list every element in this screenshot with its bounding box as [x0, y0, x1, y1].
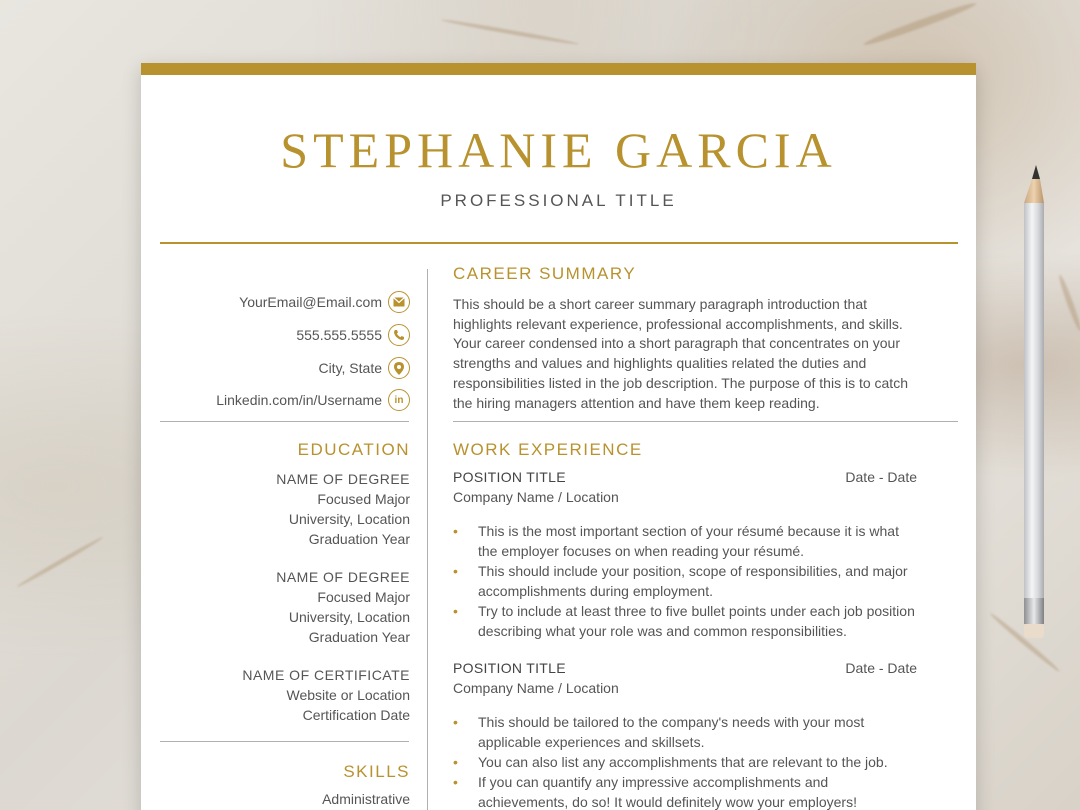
skills-list [150, 789, 410, 809]
column-divider [427, 269, 428, 810]
skill-item: Administrative [322, 791, 410, 807]
career-summary-text: This should be a short career summary paragraph introduction that highlights relevant experience, professional accomplishments, and skills. Your career condensed into a short paragraph that concentrates on your strengths and values and highlights qualities related the duties and responsibilities listed in the job description. The purpose of this is to catch the hiring managers attention and have them keep reading. [453, 296, 908, 411]
job-dates: Date - Date [845, 469, 917, 485]
marble-vein [16, 535, 105, 588]
job-entry [453, 469, 917, 641]
education-entry [150, 469, 410, 549]
resume-name: STEPHANIE GARCIA [280, 122, 837, 178]
degree-name: NAME OF DEGREE [276, 471, 410, 487]
bullet-text: If you can quantify any impressive accomplishments and achievements, do so! It would definitely wow your employers! [478, 774, 857, 810]
certificate-location: Website or Location [286, 687, 410, 703]
bullet-text: This is the most important section of your résumé because it is what the employer focuses on when reading your résumé. [478, 523, 899, 559]
location-text: City, State [318, 360, 382, 376]
pencil-image [1016, 165, 1046, 640]
certificate-date: Certification Date [302, 707, 410, 723]
degree-year: Graduation Year [308, 531, 410, 547]
header-divider [160, 242, 958, 244]
certificate-name: NAME OF CERTIFICATE [242, 667, 410, 683]
bullet-icon: • [453, 523, 458, 539]
bullet-icon: • [453, 714, 458, 730]
position-title: POSITION TITLE [453, 660, 566, 676]
bullet-text: This should include your position, scope of responsibilities, and major accomplishments during employment. [478, 563, 908, 599]
bullet-icon: • [453, 603, 458, 619]
degree-university: University, Location [288, 511, 410, 527]
phone-icon [388, 324, 410, 346]
left-divider [160, 421, 409, 422]
bullet-item [453, 752, 917, 772]
company-location: Company Name / Location [453, 680, 619, 696]
location-pin-icon [388, 357, 410, 379]
email-icon [388, 291, 410, 313]
position-title: POSITION TITLE [453, 469, 566, 485]
degree-year: Graduation Year [308, 629, 410, 645]
job-dates: Date - Date [845, 660, 917, 676]
degree-university: University, Location [288, 609, 410, 625]
bullet-icon: • [453, 774, 458, 790]
marble-vein [1057, 274, 1080, 332]
top-accent-bar [141, 63, 976, 75]
company-location: Company Name / Location [453, 489, 619, 505]
bullet-item [453, 712, 917, 752]
marble-vein [862, 0, 977, 48]
degree-name: NAME OF DEGREE [276, 569, 410, 585]
marble-vein [441, 18, 580, 46]
email-text: YourEmail@Email.com [239, 294, 382, 310]
contact-email [150, 290, 410, 314]
degree-major: Focused Major [317, 589, 410, 605]
bullet-item [453, 561, 917, 601]
right-divider [453, 421, 958, 422]
career-summary-heading: CAREER SUMMARY [453, 264, 637, 283]
work-experience-heading: WORK EXPERIENCE [453, 440, 643, 459]
bullet-text: This should be tailored to the company's needs with your most applicable experiences and skillsets. [478, 714, 865, 750]
resume-page [141, 63, 976, 810]
phone-text: 555.555.5555 [296, 327, 382, 343]
certificate-entry [150, 665, 410, 725]
bullet-item [453, 601, 917, 641]
bullet-item [453, 772, 917, 810]
job-bullets [453, 712, 917, 810]
contact-linkedin [150, 388, 410, 412]
left-divider [160, 741, 409, 742]
skills-heading: SKILLS [343, 762, 410, 781]
bullet-icon: • [453, 754, 458, 770]
job-bullets [453, 521, 917, 641]
bullet-text: You can also list any accomplishments that are relevant to the job. [478, 754, 888, 770]
linkedin-text: Linkedin.com/in/Username [216, 392, 382, 408]
bullet-text: Try to include at least three to five bullet points under each job position describing what your role was and common responsibilities. [478, 603, 915, 639]
education-heading: EDUCATION [297, 440, 410, 459]
job-entry [453, 660, 917, 810]
contact-phone [150, 323, 410, 347]
education-entry [150, 567, 410, 647]
linkedin-icon: in [388, 389, 410, 411]
bullet-icon: • [453, 563, 458, 579]
contact-location [150, 356, 410, 380]
bullet-item [453, 521, 917, 561]
professional-title: PROFESSIONAL TITLE [440, 191, 677, 210]
degree-major: Focused Major [317, 491, 410, 507]
